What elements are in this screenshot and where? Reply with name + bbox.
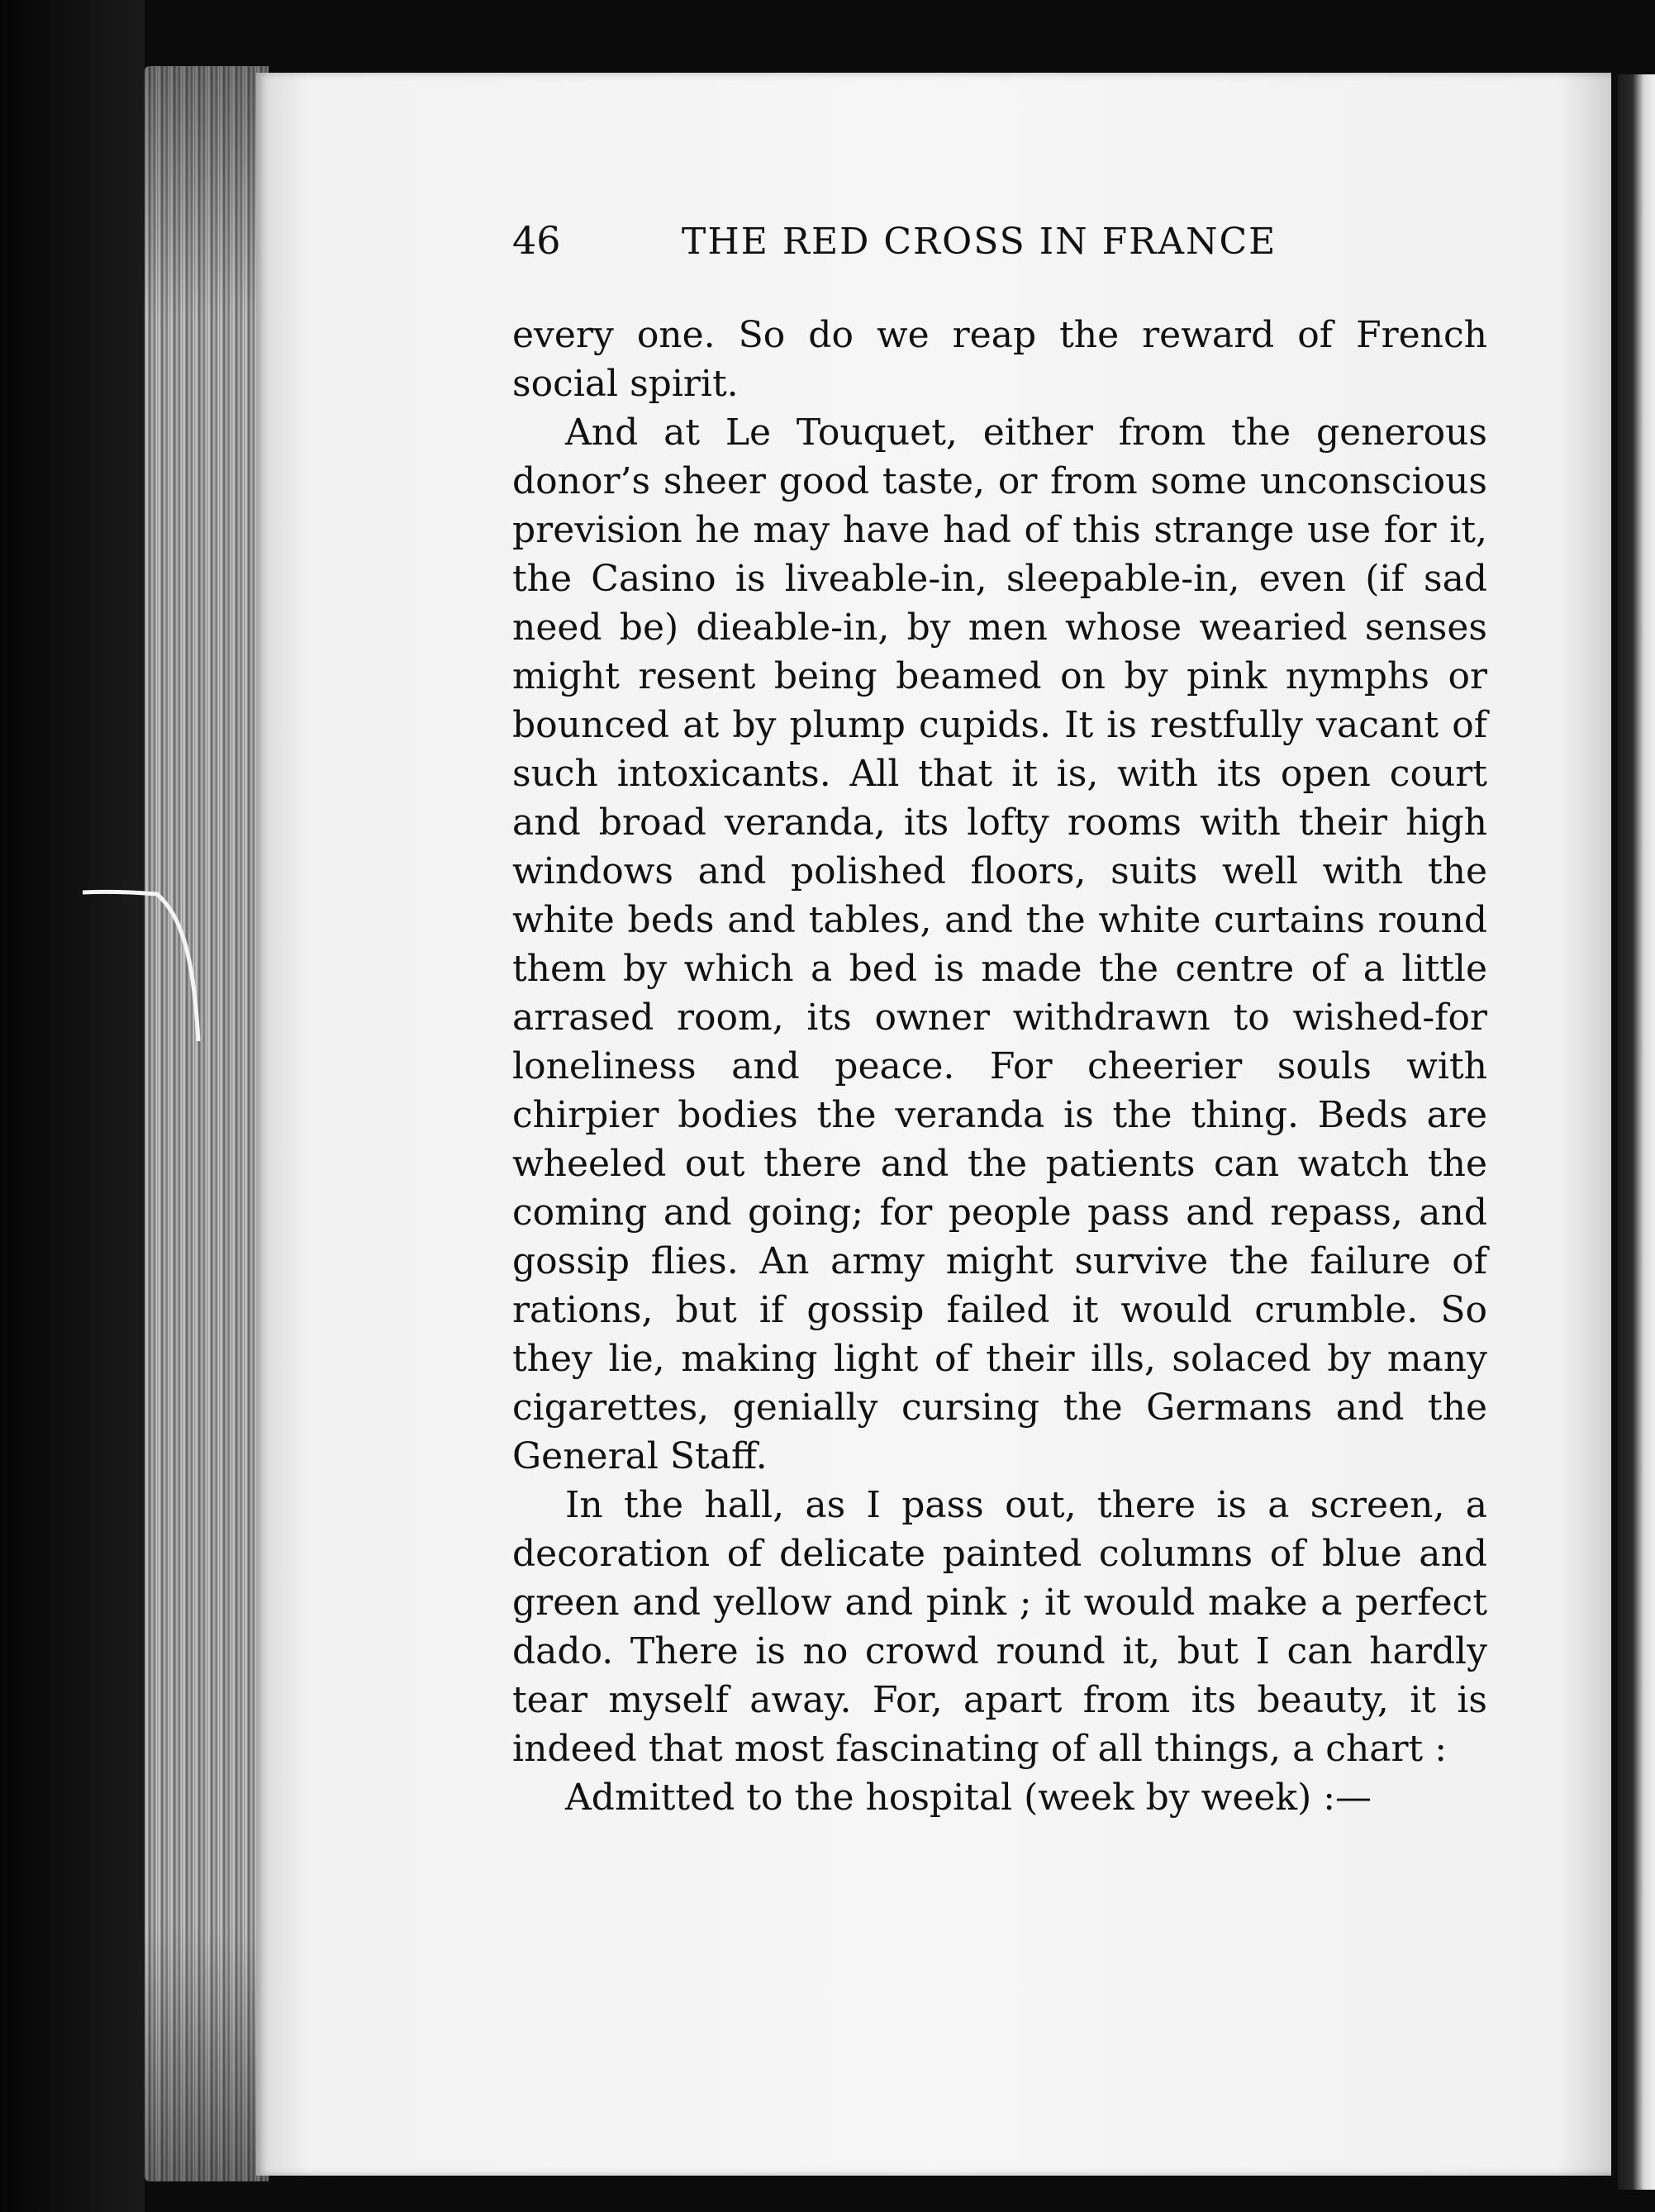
- paragraph: In the hall, as I pass out, there is a screen, a decoration of delicate painted columns of blue and green and yellow and pink ; it would make a perfect dado. There is no crowd round it, but I can hardly tear myself away. For, apart from its beauty, it is indeed that most fascinating of all things, a chart :: [512, 1484, 1487, 1770]
- book-spine: [0, 0, 145, 2212]
- page-number: 46: [512, 218, 561, 263]
- chart-intro-line: Admitted to the hospital (week by week) :—: [565, 1777, 1372, 1819]
- page-edges: [145, 66, 269, 2181]
- bookmark-string-icon: [83, 884, 215, 1049]
- running-head: [512, 216, 1487, 274]
- paragraph: And at Le Touquet, either from the generous donor’s sheer good taste, or from some unconscious prevision he may have had of this strange use for it, the Casino is liveable-in, sleepable-in, even (if sad need be) dieable-in, by men whose wearied senses might resent being beamed on by pink nymphs or bounced at by plump cupids. It is restfully vacant of such intoxicants. All that it is, with its open court and broad veranda, its lofty rooms with their high windows and polished floors, suits well with the white beds and tables, and the white curtains round them by which a bed is made the centre of a little arrased room, its owner withdrawn to wished-for loneliness and peace. For cheerier souls with chirpier bodies the veranda is the thing. Beds are wheeled out there and the patients can watch the coming and going; for people pass and repass, and gossip flies. An army might survive the failure of rations, but if gossip failed it would crumble. So they lie, making light of their ills, solaced by many cigarettes, genially cursing the Germans and the General Staff.: [512, 411, 1487, 1477]
- page-text-block: [512, 216, 1487, 1822]
- paragraph: every one. So do we reap the reward of French social spirit.: [512, 314, 1487, 405]
- next-page-edge: [1618, 74, 1655, 2190]
- running-head-title: THE RED CROSS IN FRANCE: [682, 221, 1277, 263]
